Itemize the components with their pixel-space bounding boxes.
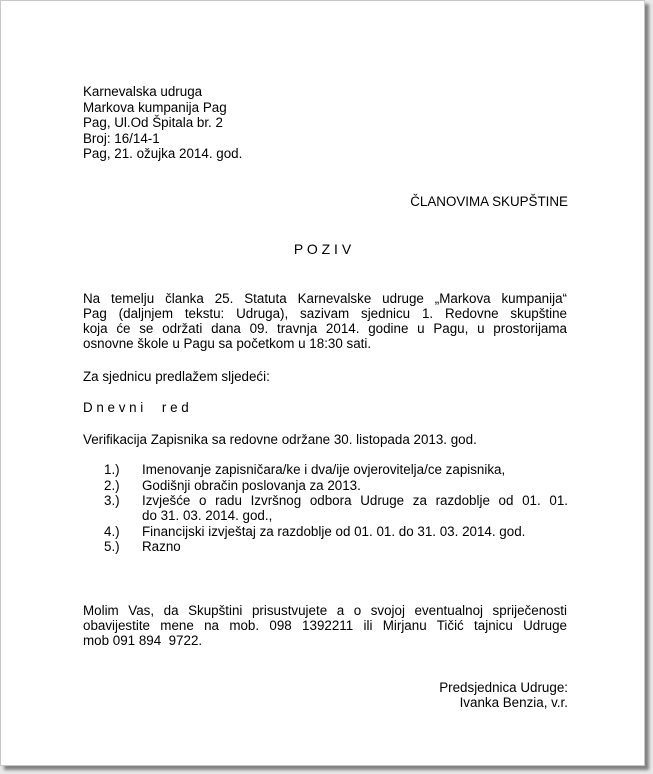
sender-header [83,84,242,162]
agenda-item-number: 2.) [104,478,120,493]
agenda-heading: D n e v n i r e d [83,400,189,415]
agenda-item-text: Izvješće o radu Izvršnog odbora Udruge za razdoblje od 01. 01. [142,493,568,508]
agenda-item-number: 3.) [104,493,120,508]
recipient-line: ČLANOVIMA SKUPŠTINE [410,194,568,209]
intro-line: Pag (daljnjem tekstu: Udruga), sazivam sjednicu 1. Redovne skupštine [83,306,567,321]
agenda-item-text: Financijski izvještaj za razdoblje od 01. 01. do 31. 03. 2014. god. [142,524,526,539]
reference-number: Broj: 16/14-1 [83,130,160,146]
agenda-item-text-continued: do 31. 03. 2014. god., [142,508,273,523]
sender-name: Markova kumpanija Pag [83,99,227,115]
agenda-item-text: Godišnji obračin poslovanja za 2013. [142,478,361,493]
signatory-role: Predsjednica Udruge: [439,680,568,695]
agenda-item-number: 1.) [104,462,120,477]
document-title: P O Z I V [293,241,352,257]
proposal-line: Za sjednicu predlažem sljedeći: [83,369,270,384]
intro-line: Na temelju članka 25. Statuta Karnevalske udruge „Markova kumpanija“ [83,291,567,306]
sender-org: Karnevalska udruga [83,84,203,99]
sender-address: Pag, Ul.Od Špitala br. 2 [83,115,223,130]
closing-line: obavijestite mene na mob. 098 1392211 ili Mirjanu Tičić tajnicu Udruge [83,618,567,633]
intro-line: koja će se održati dana 09. travnja 2014. godine u Pagu, u prostorijama [83,321,567,336]
agenda-item-number: 5.) [104,539,120,554]
agenda-item-text: Imenovanje zapisničara/ke i dva/ije ovjerovitelja/ce zapisnika, [142,462,506,477]
intro-line: osnovne škole u Pagu sa početkom u 18:30 sati. [83,336,372,351]
place-date: Pag, 21. ožujka 2014. god. [83,146,243,161]
agenda-item-text: Razno [142,539,181,554]
agenda-item-number: 4.) [104,524,120,539]
signatory-name: Ivanka Benzia, v.r. [459,695,568,710]
closing-line: Molim Vas, da Skupštini prisustvujete a o svojoj eventualnoj spriječenosti [83,603,567,618]
verification-line: Verifikacija Zapisnika sa redovne održane 30. listopada 2013. god. [83,432,477,447]
closing-line: mob 091 894 9722. [83,633,203,648]
